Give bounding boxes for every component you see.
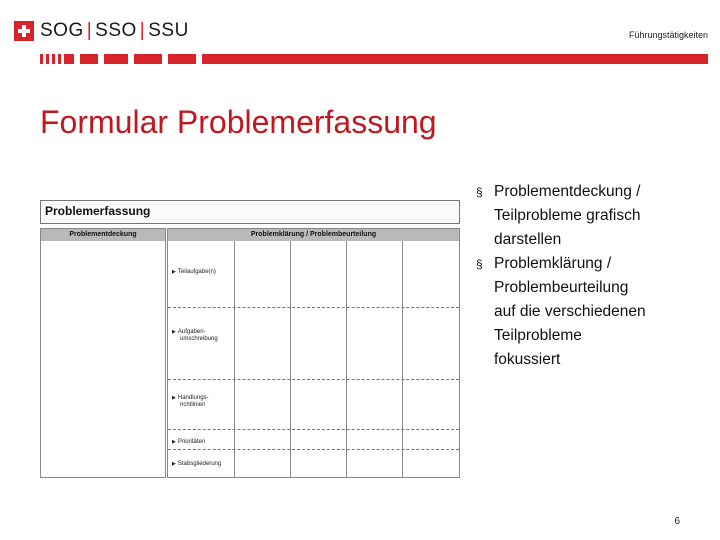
bullet-list (476, 180, 706, 372)
page-number: 6 (674, 516, 680, 527)
section-label: Führungstätigkeiten (628, 30, 708, 40)
bullet-marker-icon: § (476, 257, 483, 271)
swiss-cross-icon (14, 21, 34, 41)
form-row-label: ▶ Stabsgliederung (172, 461, 222, 467)
problemerfassung-form-image (40, 200, 460, 476)
bullet-marker-icon: § (476, 185, 483, 199)
form-row-label: ▶ Teilaufgabe(n) (172, 269, 216, 275)
form-column-left (40, 228, 166, 478)
form-heading-bar (40, 200, 460, 224)
form-row-label: ▶ Handlungs- richtlinien (172, 395, 209, 408)
bullet-item: § Problementdeckung / Teilprobleme grafisch darstellen (476, 180, 706, 252)
form-row-label: ▶ Prioritäten (172, 439, 206, 445)
form-column-left-header: Problementdeckung (41, 229, 165, 241)
form-column-right-header: Problemklärung / Problembeurteilung (168, 229, 459, 241)
form-heading: Problemerfassung (45, 204, 151, 218)
logo-wordmark: SOG | SSO | SSU (40, 20, 189, 41)
sog-sso-ssu-logo (14, 20, 189, 42)
form-column-right (167, 228, 460, 478)
form-row-label: ▶ Aufgaben- umschreibung (172, 329, 218, 342)
bullet-item: § Problemklärung / Problembeurteilung auf die verschiedenen Teilprobleme fokussiert (476, 252, 706, 372)
slide-title: Formular Problemerfassung (40, 104, 437, 140)
header-stripe (40, 54, 708, 64)
